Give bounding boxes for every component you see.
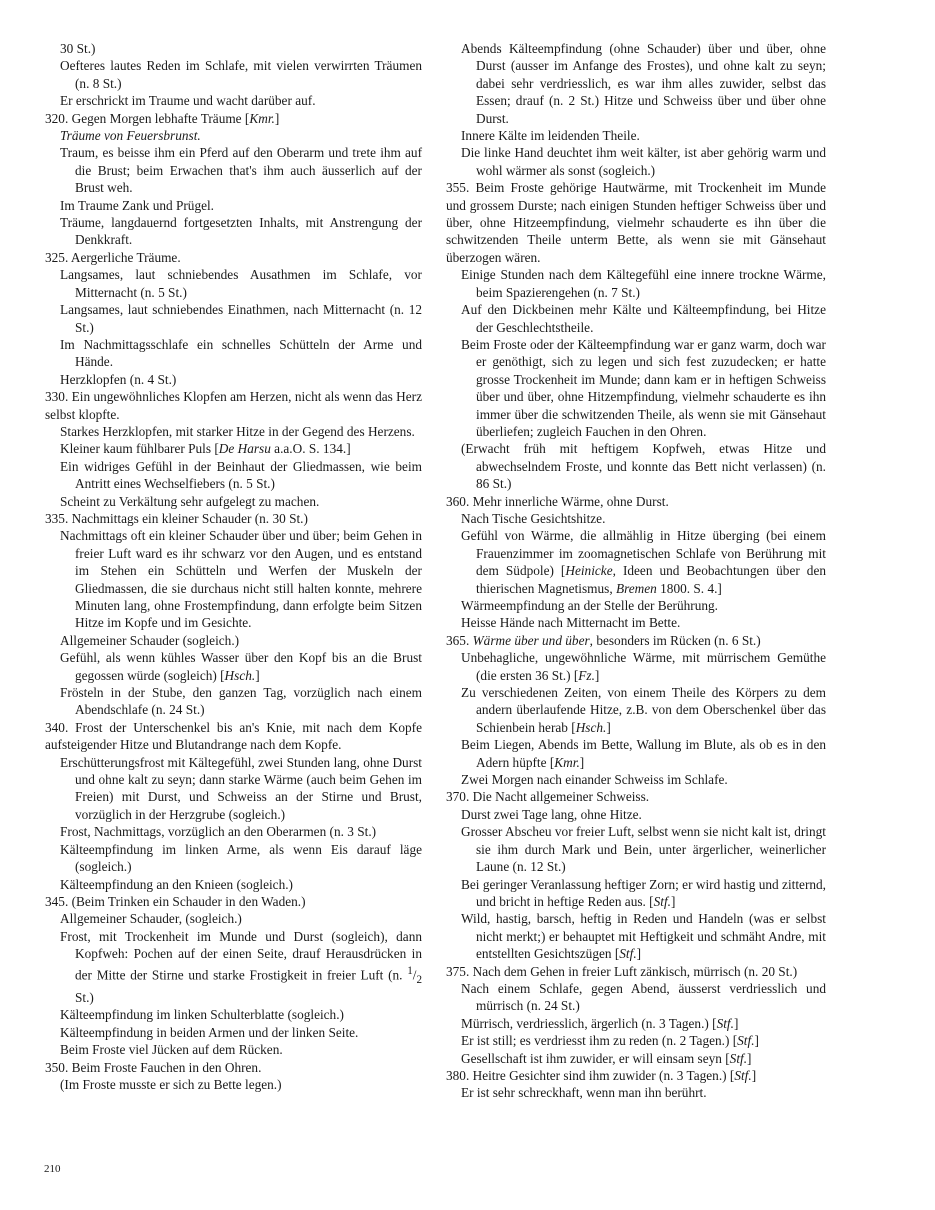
symptom-entry: Im Nachmittagsschlafe ein schnelles Schütteln der Arme und Hände. (60, 336, 422, 370)
symptom-entry: Frost, Nachmittags, vorzüglich an den Oberarmen (n. 3 St.) (60, 824, 377, 840)
numbered-entry: 375. Nach dem Gehen in freier Luft zänkisch, mürrisch (n. 20 St.) (446, 963, 798, 979)
symptom-entry: Kälteempfindung in beiden Armen und der linken Seite. (60, 1024, 359, 1040)
numbered-entry: 370. Die Nacht allgemeiner Schweiss. (446, 789, 650, 805)
symptom-entry: Beim Froste oder der Kälteempfindung war er ganz warm, doch war er genöthigt, sich zu legen und sich fest zuzudecken; er hatte grosse Trockenheit im Munde; dann kam er in heftigen Schweiss über und über, ohne Hitzempfindung, vielmehr schauderte es ihn immer über die schwitzenden Theile, als wenn sie mit Gänsehaut überliefen; zugleich Fauchen in den Ohren. (461, 336, 826, 439)
numbered-entry: 320. Gegen Morgen lebhafte Träume [Kmr.] (45, 110, 280, 126)
symptom-entry: Innere Kälte im leidenden Theile. (461, 128, 640, 144)
numbered-entry: 380. Heitre Gesichter sind ihm zuwider (n. 3 Tagen.) [Stf.] (446, 1067, 757, 1083)
symptom-entry: Starkes Herzklopfen, mit starker Hitze in der Gegend des Herzens. (60, 423, 415, 439)
symptom-entry: Nach einem Schlafe, gegen Abend, äusserst verdriesslich und mürrisch (n. 24 St.) (461, 980, 826, 1014)
numbered-entry: 340. Frost der Unterschenkel bis an's Knie, mit nach dem Kopfe aufsteigender Hitze und Blutandrange nach dem Kopfe. (45, 719, 422, 753)
symptom-entry: Kälteempfindung im linken Arme, als wenn Eis darauf läge (sogleich.) (60, 841, 422, 875)
numbered-entry: 355. Beim Froste gehörige Hautwärme, mit Trockenheit im Munde und grossem Durste; nach einigen Stunden heftiger Schweiss über und über, ohne Hitzeempfindung, vielmehr schauderte es ihn über die schwitzenden Theile unterm Bette, als wenn sie mit Gänsehaut überzogen wären. (446, 180, 826, 265)
symptom-entry: Langsames, laut schniebendes Einathmen, nach Mitternacht (n. 12 St.) (60, 302, 422, 335)
symptom-entry: Beim Froste viel Jücken auf dem Rücken. (60, 1042, 283, 1058)
symptom-entry: Auf den Dickbeinen mehr Kälte und Kälteempfindung, bei Hitze der Geschlechtstheile. (461, 302, 826, 335)
symptom-entry: Zu verschiedenen Zeiten, von einem Theile des Körpers zu dem andern überlaufende Hitze, z.B. von dem Oberschenkel über das Schienbein herab [Hsch.] (461, 685, 826, 735)
symptom-entry: Nachmittags oft ein kleiner Schauder über und über; beim Gehen in freier Luft ward es ihr schwarz vor den Augen, und es entstand im Stehen ein Schütteln und Werfen der Muskeln der Gliedmassen, die sie durchaus nicht still halten konnte, mehrere Minuten lang, ohne Frostempfindung, dann erfolgte beim Sitzen Hitze im Kopfe und im Gesichte. (60, 528, 422, 631)
symptom-entry: Unbehagliche, ungewöhnliche Wärme, mit mürrischem Gemüthe (die ersten 36 St.) [Fz.] (461, 650, 826, 683)
symptom-entry: Nach Tische Gesichtshitze. (461, 510, 606, 526)
symptom-entry: Herzklopfen (n. 4 St.) (60, 371, 177, 387)
symptom-entry: Allgemeiner Schauder (sogleich.) (60, 632, 240, 648)
symptom-entry: Wärmeempfindung an der Stelle der Berührung. (461, 598, 718, 613)
symptom-entry: Beim Liegen, Abends im Bette, Wallung im Blute, als ob es in den Adern hüpfte [Kmr.] (461, 737, 826, 770)
symptom-entry: Langsames, laut schniebendes Ausathmen im Schlafe, vor Mitternacht (n. 5 St.) (60, 267, 422, 300)
symptom-entry: Durst zwei Tage lang, ohne Hitze. (461, 806, 642, 822)
symptom-entry: Abends Kälteempfindung (ohne Schauder) über und über, ohne Durst (ausser im Anfange des Frostes), und ohne kalt zu seyn; dabei sehr verdriesslich, es war ihm alles zuwider, selbst das Essen; drauf (n. 2 St.) Hitze und Schweiss über und über ohne Durst. (461, 41, 826, 126)
page-number: 210 (44, 1163, 61, 1175)
symptom-entry: Frösteln in der Stube, den ganzen Tag, vorzüglich nach einem Abendschlafe (n. 24 St.) (60, 685, 422, 718)
symptom-entry: Scheint zu Verkältung sehr aufgelegt zu machen. (60, 493, 320, 509)
symptom-entry: Träume, langdauernd fortgesetzten Inhalts, mit Anstrengung der Denkkraft. (60, 215, 422, 248)
symptom-entry: Kälteempfindung im linken Schulterblatte (sogleich.) (60, 1007, 344, 1023)
numbered-entry: 335. Nachmittags ein kleiner Schauder (n. 30 St.) (45, 510, 308, 526)
symptom-entry: Grosser Abscheu vor freier Luft, selbst wenn sie nicht kalt ist, dringt sie ihm durch Mark und Bein, unter ärgerlicher, weinerlicher Laune (n. 12 St.) (461, 824, 826, 875)
numbered-entry: 330. Ein ungewöhnliches Klopfen am Herzen, nicht als wenn das Herz selbst klopfte. (45, 389, 422, 422)
symptom-entry: Kälteempfindung an den Knieen (sogleich.) (60, 876, 293, 892)
left-column (45, 40, 422, 1093)
symptom-entry: Im Traume Zank und Prügel. (60, 197, 215, 213)
right-column (446, 40, 826, 1102)
symptom-entry: Bei geringer Veranlassung heftiger Zorn; er wird hastig und zitternd, und bricht in heftige Reden aus. [Stf.] (461, 876, 826, 909)
symptom-entry: Gefühl, als wenn kühles Wasser über den Kopf bis an die Brust gegossen würde (sogleich) [Hsch.] (60, 650, 422, 683)
symptom-entry: Allgemeiner Schauder, (sogleich.) (60, 911, 242, 927)
symptom-entry: (Erwacht früh mit heftigem Kopfweh, etwas Hitze und abwechselndem Froste, und konnte das Bett nicht verlassen) (n. 86 St.) (461, 441, 826, 492)
symptom-entry: 30 St.) (60, 41, 96, 56)
symptom-entry: Träume von Feuersbrunst. (60, 128, 201, 144)
numbered-entry: 350. Beim Froste Fauchen in den Ohren. (45, 1059, 262, 1075)
numbered-entry: 345. (Beim Trinken ein Schauder in den Waden.) (45, 893, 306, 909)
symptom-entry: Traum, es beisse ihm ein Pferd auf den Oberarm und trete ihm auf die Brust; beim Erwachen that's ihm auch äusserlich auf der Brust weh. (60, 145, 422, 196)
symptom-entry: Oefteres lautes Reden im Schlafe, mit vielen verwirrten Träumen (n. 8 St.) (60, 58, 422, 91)
symptom-entry: Erschütterungsfrost mit Kältegefühl, zwei Stunden lang, ohne Durst und ohne kalt zu seyn; dann starke Wärme (auch beim Gehen im Freien) mit Durst, und Schweiss an der Stirne und Brust, vorzüglich in der Herzgrube (sogleich.) (60, 754, 422, 822)
symptom-entry: (Im Froste musste er sich zu Bette legen.) (60, 1077, 282, 1093)
numbered-entry: 325. Aergerliche Träume. (45, 249, 181, 265)
symptom-entry: Er ist still; es verdriesst ihm zu reden (n. 2 Tagen.) [Stf.] (461, 1033, 759, 1049)
symptom-entry: Wild, hastig, barsch, heftig in Reden und Handeln (was er selbst nicht merkt;) er behauptet mit Heftigkeit und schmäht Andre, mit entstellten Gesichtszügen [Stf.] (461, 911, 826, 962)
symptom-entry: Mürrisch, verdriesslich, ärgerlich (n. 3 Tagen.) [Stf.] (461, 1015, 739, 1031)
symptom-entry: Einige Stunden nach dem Kältegefühl eine innere trockne Wärme, beim Spazierengehen (n. 7 St.) (461, 267, 826, 300)
symptom-entry: Zwei Morgen nach einander Schweiss im Schlafe. (461, 772, 728, 788)
symptom-entry: Heisse Hände nach Mitternacht im Bette. (461, 615, 681, 631)
numbered-entry: 360. Mehr innerliche Wärme, ohne Durst. (446, 493, 669, 509)
symptom-entry: Gefühl von Wärme, die allmählig in Hitze überging (bei einem Frauenzimmer im zoomagnetischen Schlafe von Berührung mit dem Südpole) [Heinicke, Ideen und Beobachtungen über den thierischen Magnetismus, Bremen 1800. S. 4.] (461, 528, 826, 596)
symptom-entry: Die linke Hand deuchtet ihm weit kälter, ist aber gehörig warm und wohl wärmer als sonst (sogleich.) (461, 145, 826, 178)
symptom-entry: Ein widriges Gefühl in der Beinhaut der Gliedmassen, wie beim Antritt eines Wechselfiebers (n. 5 St.) (60, 458, 422, 492)
symptom-entry: Gesellschaft ist ihm zuwider, er will einsam seyn [Stf.] (461, 1050, 752, 1066)
symptom-entry: Er erschrickt im Traume und wacht darüber auf. (60, 93, 316, 109)
symptom-entry: Frost, mit Trockenheit im Munde und Durst (sogleich), dann Kopfweh: Pochen auf der einen Seite, drauf Herausdrücken in der Mitte der Stirne und starke Frostigkeit in freier Luft (n. $^1/_2$ St.) (60, 928, 422, 1006)
numbered-entry: 365. Wärme über und über, besonders im Rücken (n. 6 St.) (446, 632, 761, 648)
symptom-entry: Er ist sehr schreckhaft, wenn man ihn berührt. (461, 1085, 707, 1101)
symptom-entry: Kleiner kaum fühlbarer Puls [De Harsu a.a.O. S. 134.] (60, 441, 351, 457)
